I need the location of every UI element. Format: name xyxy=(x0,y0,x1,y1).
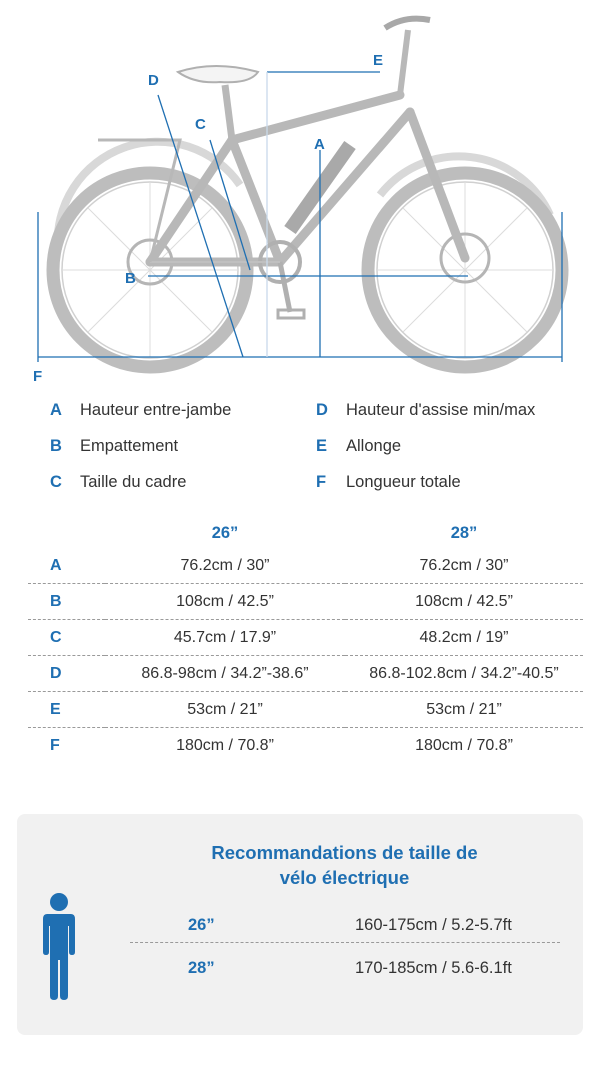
recommendation-row-28 xyxy=(130,951,560,987)
saddle xyxy=(178,66,258,82)
recommendation-size: 26” xyxy=(188,916,215,934)
legend-label: Allonge xyxy=(346,437,402,455)
cell-26: 180cm / 70.8” xyxy=(176,736,274,754)
cell-26: 45.7cm / 17.9” xyxy=(173,628,277,646)
size-spec-table xyxy=(28,518,583,763)
bike-geometry-diagram xyxy=(0,0,600,395)
legend-label: Taille du cadre xyxy=(80,473,187,491)
pedal xyxy=(278,310,304,318)
table-header-empty xyxy=(28,518,105,548)
table-row xyxy=(28,620,583,656)
cell-28: 53cm / 21” xyxy=(426,700,502,718)
handlebar xyxy=(385,19,430,28)
legend-key: B xyxy=(50,437,62,455)
legend-key: C xyxy=(50,473,62,491)
cell-28: 76.2cm / 30” xyxy=(419,556,509,574)
cell-28: 180cm / 70.8” xyxy=(415,736,513,754)
legend-key: D xyxy=(316,401,328,419)
dim-label-e: E xyxy=(373,52,384,69)
seat-post xyxy=(225,85,232,140)
row-key: A xyxy=(50,556,62,574)
dim-label-f: F xyxy=(33,368,43,385)
table-row xyxy=(28,728,583,764)
dim-label-a: A xyxy=(314,136,325,153)
dim-label-c: C xyxy=(195,116,206,133)
recommendation-row-26 xyxy=(130,908,560,944)
legend-label: Longueur totale xyxy=(346,473,461,491)
table-row xyxy=(28,656,583,692)
crank-arm xyxy=(280,262,290,312)
recommendation-size: 28” xyxy=(188,959,215,977)
bike-illustration xyxy=(0,0,600,395)
dim-label-d: D xyxy=(148,72,159,89)
recommendation-height-range: 160-175cm / 5.2-5.7ft xyxy=(355,916,512,934)
row-key: D xyxy=(50,664,62,682)
recommendation-height-range: 170-185cm / 5.6-6.1ft xyxy=(355,959,512,977)
legend-key: F xyxy=(316,473,327,491)
row-key: E xyxy=(50,700,61,718)
dimension-legend xyxy=(0,395,600,505)
table-row xyxy=(28,584,583,620)
row-key: F xyxy=(50,736,60,754)
table-header-row xyxy=(28,518,583,548)
size-recommendation-panel xyxy=(17,814,583,1035)
cell-26: 108cm / 42.5” xyxy=(176,592,274,610)
recommendation-divider xyxy=(130,942,560,943)
recommendation-title-line-2: vélo électrique xyxy=(279,867,410,888)
column-header-26: 26” xyxy=(211,523,239,542)
cell-28: 108cm / 42.5” xyxy=(415,592,513,610)
legend-label: Hauteur d'assise min/max xyxy=(346,401,536,419)
table-row xyxy=(28,548,583,584)
row-key: B xyxy=(50,592,62,610)
cell-28: 86.8-102.8cm / 34.2”-40.5” xyxy=(369,664,559,682)
column-header-28: 28” xyxy=(450,523,478,542)
cell-28: 48.2cm / 19” xyxy=(419,628,509,646)
cell-26: 53cm / 21” xyxy=(187,700,263,718)
legend-key: A xyxy=(50,401,62,419)
recommendation-title xyxy=(167,840,522,890)
legend-label: Hauteur entre-jambe xyxy=(80,401,232,419)
cell-26: 76.2cm / 30” xyxy=(180,556,270,574)
row-key: C xyxy=(50,628,62,646)
stem xyxy=(400,30,408,95)
dim-label-b: B xyxy=(125,270,136,287)
table-row xyxy=(28,692,583,728)
person-icon xyxy=(39,892,79,1002)
cell-26: 86.8-98cm / 34.2”-38.6” xyxy=(141,664,309,682)
recommendation-title-line-1: Recommandations de taille de xyxy=(211,842,478,863)
legend-key: E xyxy=(316,437,328,455)
legend-label: Empattement xyxy=(80,437,179,455)
